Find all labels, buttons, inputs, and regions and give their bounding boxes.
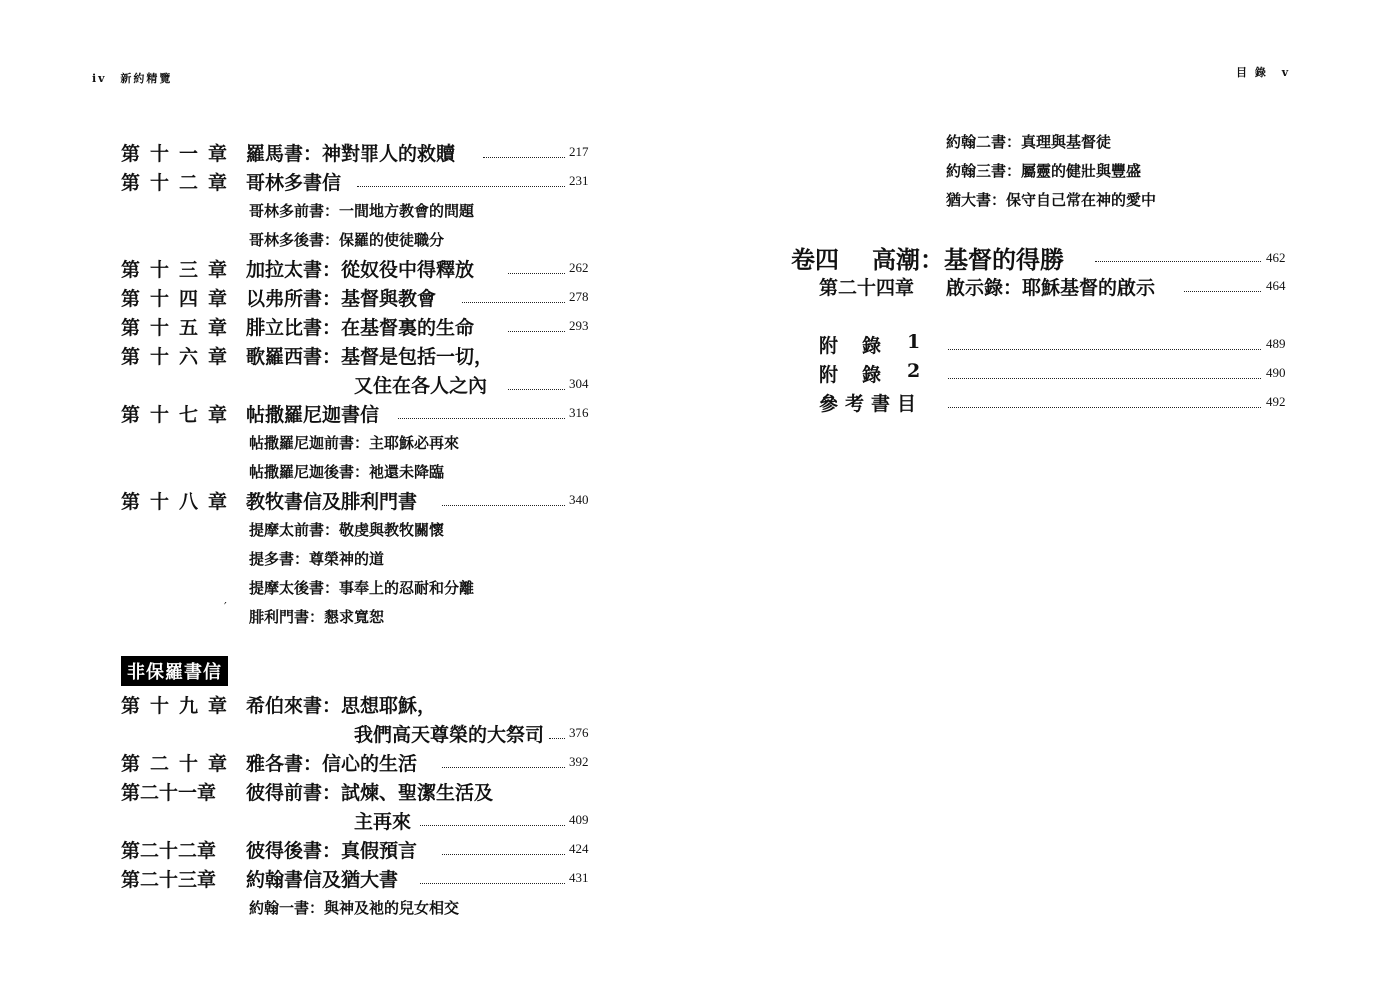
sub-entry: 帖撒羅尼迦前書：主耶穌必再來: [249, 434, 460, 452]
part-title: 高潮：基督的得勝: [872, 245, 1064, 274]
sub-entry: 腓利門書：懇求寬恕: [249, 608, 385, 626]
dot-leader: [398, 418, 565, 419]
chapter-label: 第十五章: [121, 317, 238, 339]
chapter-title-line2: 我們高天尊榮的大祭司: [354, 724, 545, 746]
sub-entry: 哥林多後書：保羅的使徒職分: [249, 231, 445, 249]
page-number: 464: [1266, 278, 1286, 293]
appendix-label: 附錄: [819, 364, 906, 386]
toc-entry-part4[interactable]: [0, 240, 1300, 272]
page-number: 489: [1266, 336, 1286, 351]
dot-leader: [483, 157, 565, 158]
chapter-title: 約翰書信及猶大書: [246, 869, 399, 891]
toc-entry-ch20[interactable]: [0, 749, 600, 775]
dot-leader: [442, 767, 565, 768]
dot-leader: [1184, 291, 1261, 292]
chapter-label: 第二十三章: [121, 869, 217, 891]
page-number: 462: [1266, 250, 1286, 265]
sub-entry: 約翰二書：真理與基督徒: [946, 133, 1112, 151]
chapter-title: 腓立比書：在基督裏的生命: [246, 317, 475, 339]
dot-leader: [948, 349, 1261, 350]
left-page-header: [92, 70, 172, 86]
dot-leader: [357, 186, 565, 187]
chapter-label: 第二十一章: [121, 782, 217, 804]
sub-entry: 約翰三書：屬靈的健壯與豐盛: [946, 162, 1142, 180]
appendix-label: 附錄: [819, 335, 906, 357]
dot-leader: [442, 854, 565, 855]
page-number: 392: [569, 754, 589, 769]
references-label: 參考書目: [819, 393, 924, 415]
sub-entry: 提多書：尊榮神的道: [249, 550, 385, 568]
page-number: 424: [569, 841, 589, 856]
chapter-label: 第十一章: [121, 143, 238, 165]
toc-entry-references[interactable]: [0, 389, 1300, 415]
chapter-label: 第二十四章: [819, 277, 915, 299]
page-number: 217: [569, 144, 589, 159]
chapter-label: 第十七章: [121, 404, 238, 426]
chapter-title: 教牧書信及腓利門書: [246, 491, 418, 513]
appendix-number: 2: [907, 360, 921, 382]
page-number: 409: [569, 812, 589, 827]
toc-entry-ch22[interactable]: [0, 836, 600, 862]
chapter-title: 雅各書：信心的生活: [246, 753, 418, 775]
toc-entry-ch18[interactable]: [0, 487, 600, 513]
appendix-number: 1: [907, 331, 921, 353]
dot-leader: [420, 883, 565, 884]
chapter-title: 以弗所書：基督與教會: [246, 288, 437, 310]
chapter-title: 帖撒羅尼迦書信: [246, 404, 380, 426]
toc-entry-ch12[interactable]: [0, 168, 600, 194]
page-number: 492: [1266, 394, 1286, 409]
dot-leader: [549, 738, 565, 739]
chapter-title: 啟示錄：耶穌基督的啟示: [946, 277, 1156, 299]
sub-entry: 約翰一書：與神及祂的兒女相交: [249, 899, 460, 917]
left-book-title: 新約精覽: [120, 72, 173, 85]
chapter-title: 歌羅西書：基督是包括一切，: [246, 346, 494, 368]
chapter-title: 彼得後書：真假預言: [246, 840, 418, 862]
sub-entry: 提摩太後書：事奉上的忍耐和分離: [249, 579, 475, 597]
page-number: 431: [569, 870, 589, 885]
toc-entry-ch11[interactable]: [0, 139, 600, 165]
toc-entry-appendix-1[interactable]: [0, 331, 1300, 357]
chapter-label: 第十二章: [121, 172, 238, 194]
chapter-title: 彼得前書：試煉、聖潔生活及: [246, 782, 494, 804]
sub-entry: 哥林多前書：一間地方教會的問題: [249, 202, 475, 220]
chapter-title: 羅馬書：神對罪人的救贖: [246, 143, 456, 165]
page-number: 340: [569, 492, 589, 507]
left-page-number: iv: [92, 72, 107, 85]
part-label: 卷四: [791, 245, 839, 274]
stray-mark: ′: [224, 600, 227, 614]
chapter-title: 加拉太書：從奴役中得釋放: [246, 259, 475, 281]
dot-leader: [948, 407, 1261, 408]
chapter-label: 第十九章: [121, 695, 238, 717]
page-number: 293: [569, 318, 589, 333]
dot-leader: [462, 302, 565, 303]
right-page-header: [1236, 64, 1290, 80]
dot-leader: [442, 505, 565, 506]
page-number: 262: [569, 260, 589, 275]
right-section-title: 目 錄: [1236, 66, 1268, 79]
toc-entry-appendix-2[interactable]: [0, 360, 1300, 386]
toc-entry-ch24[interactable]: [0, 273, 1300, 299]
chapter-label: 第十六章: [121, 346, 238, 368]
page-number: 231: [569, 173, 589, 188]
right-page-number: v: [1281, 66, 1291, 79]
chapter-label: 第十三章: [121, 259, 238, 281]
toc-entry-ch19[interactable]: [0, 691, 600, 746]
page-number: 490: [1266, 365, 1286, 380]
page-number: 376: [569, 725, 589, 740]
page-number: 304: [569, 376, 589, 391]
chapter-title: 希伯來書：思想耶穌，: [246, 695, 437, 717]
page-number: 316: [569, 405, 589, 420]
page-number: 278: [569, 289, 589, 304]
dot-leader: [420, 825, 565, 826]
section-badge: 非保羅書信: [121, 656, 228, 686]
chapter-title-line2: 又住在各人之內: [354, 375, 488, 397]
dot-leader: [948, 378, 1261, 379]
toc-entry-ch23[interactable]: [0, 865, 600, 891]
dot-leader: [1095, 261, 1261, 262]
chapter-label: 第二十二章: [121, 840, 217, 862]
chapter-label: 第十八章: [121, 491, 238, 513]
toc-entry-ch21[interactable]: [0, 778, 600, 833]
chapter-label: 第二十章: [121, 753, 238, 775]
chapter-label: 第十四章: [121, 288, 238, 310]
chapter-title: 哥林多書信: [246, 172, 342, 194]
sub-entry: 帖撒羅尼迦後書：祂還未降臨: [249, 463, 445, 481]
chapter-title-line2: 主再來: [354, 811, 412, 833]
sub-entry: 提摩太前書：敬虔與教牧關懷: [249, 521, 445, 539]
sub-entry: 猶大書：保守自己常在神的愛中: [946, 191, 1157, 209]
